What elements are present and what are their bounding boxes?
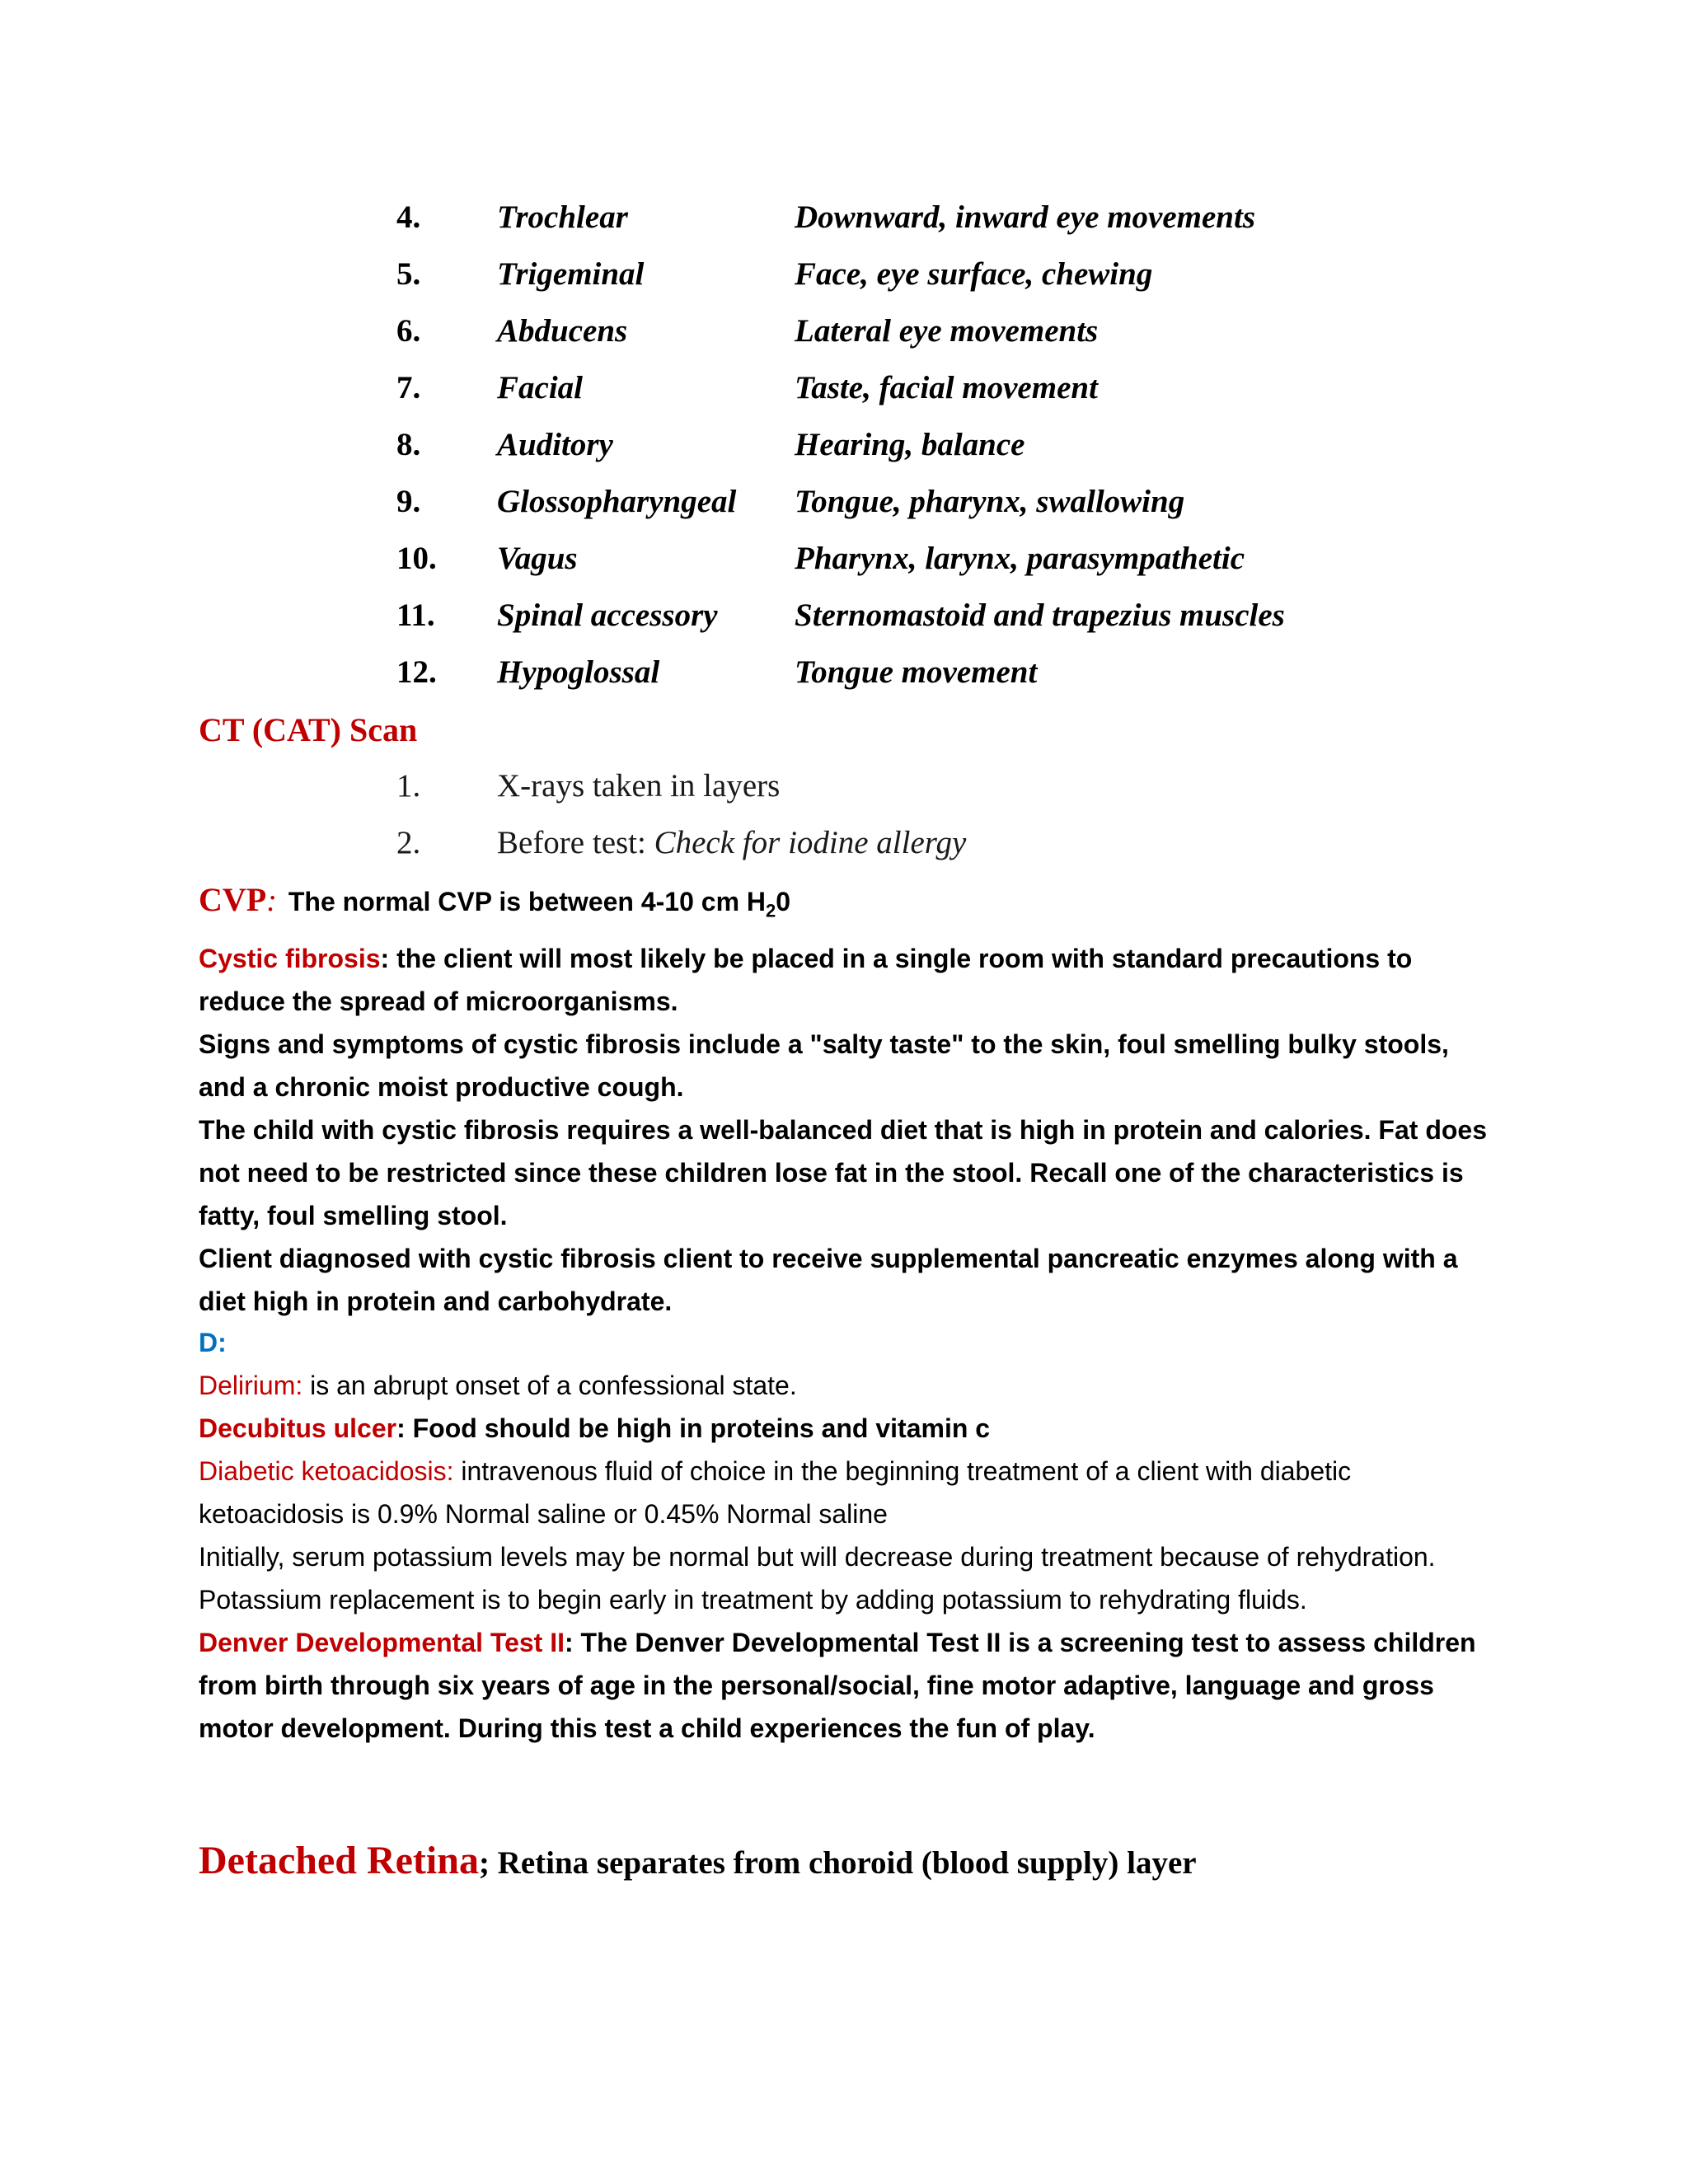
nerve-number: 7.: [396, 370, 421, 405]
nerve-number: 11.: [396, 598, 435, 633]
section-d: [199, 1321, 1493, 1750]
nerve-number: 5.: [396, 256, 421, 292]
nerve-name: Spinal accessory: [497, 598, 718, 633]
nerve-number: 10.: [396, 541, 437, 576]
ct-item-number: 1.: [396, 768, 421, 804]
nerve-number: 12.: [396, 654, 437, 690]
ct-item-text: [497, 767, 780, 804]
nerve-function: Tongue movement: [795, 654, 1038, 690]
denver-text: : The Denver Developmental Test II is a screening test to assess children from birth through six years of age in the personal/social, fine motor adaptive, language and gross motor development. During this test a child experiences the fun of play.: [199, 1628, 1476, 1743]
cvp-line: [199, 880, 790, 921]
delirium-entry: [199, 1364, 1493, 1407]
ct-item-text: [497, 824, 966, 861]
ct-item-plain: Before test:: [497, 825, 654, 860]
cvp-text-main: The normal CVP is between 4-10 cm H: [288, 887, 767, 916]
cystic-fibrosis-text-1: : the client will most likely be placed in a single room with standard precautions to reduce the spread of microorganisms.: [199, 944, 1413, 1016]
cvp-term: CVP: [199, 881, 267, 918]
cvp-subscript: 2: [766, 900, 776, 921]
dka-entry-2: Initially, serum potassium levels may be normal but will decrease during treatment because of rehydration. Potassium replacement is to begin early in treatment by adding potassium to rehydrating fluids.: [199, 1542, 1436, 1615]
delirium-term: Delirium:: [199, 1371, 303, 1400]
cystic-fibrosis-section: [199, 937, 1493, 1323]
nerve-function: Hearing, balance: [795, 427, 1025, 462]
cystic-fibrosis-para-1: [199, 937, 1493, 1023]
dka-text-1: intravenous fluid of choice in the beginning treatment of a client with diabetic ketoacidosis is 0.9% Normal saline or 0.45% Normal saline: [199, 1456, 1352, 1529]
section-d-heading: D:: [199, 1328, 227, 1357]
cystic-fibrosis-para-4: Client diagnosed with cystic fibrosis client to receive supplemental pancreatic enzymes along with a diet high in protein and carbohydrate.: [199, 1244, 1458, 1316]
nerve-function: Face, eye surface, chewing: [795, 256, 1153, 292]
nerve-function: Pharynx, larynx, parasympathetic: [795, 541, 1245, 576]
nerve-function: Taste, facial movement: [795, 370, 1098, 405]
nerve-function: Lateral eye movements: [795, 313, 1099, 349]
ct-item-plain: X-rays taken in layers: [497, 768, 781, 804]
nerve-number: 6.: [396, 313, 421, 349]
cvp-colon: :: [266, 883, 277, 918]
dka-entry: [199, 1450, 1493, 1535]
nerve-name: Trochlear: [497, 199, 628, 235]
nerve-name: Hypoglossal: [497, 654, 660, 690]
cystic-fibrosis-para-3: The child with cystic fibrosis requires a well-balanced diet that is high in protein and calories. Fat does not need to be restricted since these children lose fat in the stool. Recall one of the characteristics is fatty, foul smelling stool.: [199, 1115, 1487, 1230]
nerve-function: Downward, inward eye movements: [795, 199, 1256, 235]
ct-item-number: 2.: [396, 825, 421, 860]
nerve-name: Facial: [497, 370, 583, 405]
nerve-name: Auditory: [497, 427, 613, 462]
dka-term: Diabetic ketoacidosis:: [199, 1456, 454, 1486]
delirium-text: is an abrupt onset of a confessional state.: [302, 1371, 797, 1400]
cystic-fibrosis-term: Cystic fibrosis: [199, 944, 381, 973]
nerve-number: 9.: [396, 484, 421, 519]
nerve-name: Vagus: [497, 541, 578, 576]
denver-entry: [199, 1621, 1493, 1750]
nerve-function: Tongue, pharynx, swallowing: [795, 484, 1185, 519]
nerve-name: Abducens: [497, 313, 628, 349]
decubitus-entry: [199, 1407, 1493, 1450]
detached-retina-line: [199, 1838, 1197, 1883]
nerve-number: 8.: [396, 427, 421, 462]
nerve-number: 4.: [396, 199, 421, 235]
ct-item-italic: Check for iodine allergy: [654, 825, 967, 860]
nerve-function: Sternomastoid and trapezius muscles: [795, 598, 1285, 633]
decubitus-text: : Food should be high in proteins and vitamin c: [396, 1413, 991, 1443]
nerve-name: Trigeminal: [497, 256, 645, 292]
ct-scan-heading: CT (CAT) Scan: [199, 711, 418, 748]
cvp-text-end: 0: [776, 887, 791, 916]
cystic-fibrosis-para-2: Signs and symptoms of cystic fibrosis include a "salty taste" to the skin, foul smelling bulky stools, and a chronic moist productive cough.: [199, 1029, 1449, 1102]
detached-retina-text: ; Retina separates from choroid (blood supply) layer: [478, 1845, 1197, 1881]
detached-retina-term: Detached Retina: [199, 1839, 479, 1882]
decubitus-term: Decubitus ulcer: [199, 1413, 397, 1443]
denver-term: Denver Developmental Test II: [199, 1628, 565, 1657]
cvp-text: [288, 887, 791, 921]
nerve-name: Glossopharyngeal: [497, 484, 737, 519]
